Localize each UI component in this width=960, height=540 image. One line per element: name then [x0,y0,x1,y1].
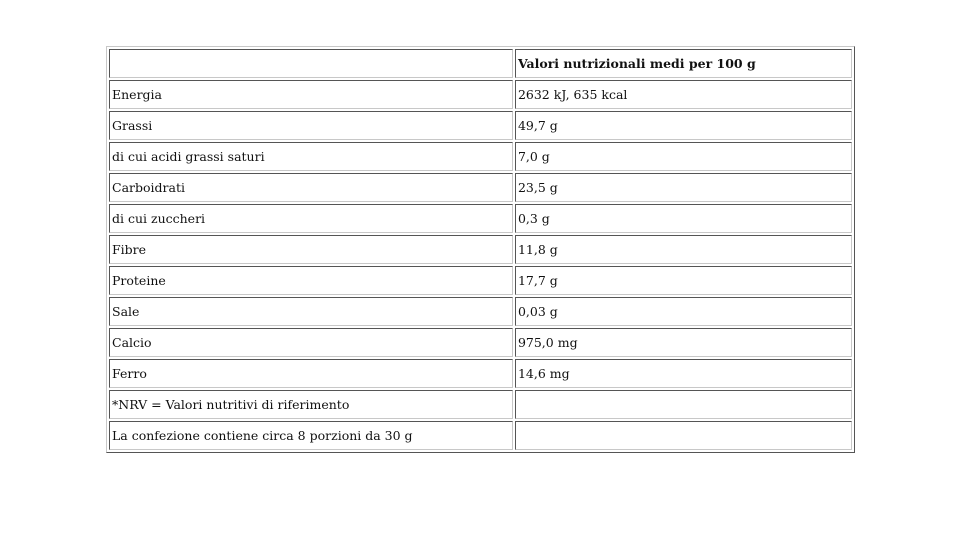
nutrient-value: 23,5 g [515,173,852,202]
nutrient-label: di cui zuccheri [109,204,513,233]
nutrient-value: 49,7 g [515,111,852,140]
nutrition-table [106,46,855,453]
table-row-calcio [109,328,852,357]
nutrient-value: 11,8 g [515,235,852,264]
table-row-fibre [109,235,852,264]
table-row-sale [109,297,852,326]
footnote-value [515,421,852,450]
table-row-energia [109,80,852,109]
nutrient-label: Proteine [109,266,513,295]
nutrient-value: 2632 kJ, 635 kcal [515,80,852,109]
nutrient-label: Carboidrati [109,173,513,202]
nutrient-label: Grassi [109,111,513,140]
header-label-cell [109,49,513,78]
table-row-nrv-note [109,390,852,419]
table-row-proteine [109,266,852,295]
table-row-zuccheri [109,204,852,233]
table-row-carboidrati [109,173,852,202]
nutrient-label: Fibre [109,235,513,264]
header-value-cell: Valori nutrizionali medi per 100 g [515,49,852,78]
nutrient-label: di cui acidi grassi saturi [109,142,513,171]
nutrient-value: 17,7 g [515,266,852,295]
table-row-grassi [109,111,852,140]
nutrient-value: 7,0 g [515,142,852,171]
nutrient-label: Calcio [109,328,513,357]
table-row-ferro [109,359,852,388]
table-row-saturi [109,142,852,171]
footnote-value [515,390,852,419]
footnote-label: *NRV = Valori nutritivi di riferimento [109,390,513,419]
table-header-row [109,49,852,78]
nutrient-label: Ferro [109,359,513,388]
table-row-portions-note [109,421,852,450]
nutrient-value: 0,03 g [515,297,852,326]
nutrient-value: 975,0 mg [515,328,852,357]
nutrient-value: 0,3 g [515,204,852,233]
nutrient-label: Energia [109,80,513,109]
nutrient-label: Sale [109,297,513,326]
footnote-label: La confezione contiene circa 8 porzioni da 30 g [109,421,513,450]
nutrient-value: 14,6 mg [515,359,852,388]
